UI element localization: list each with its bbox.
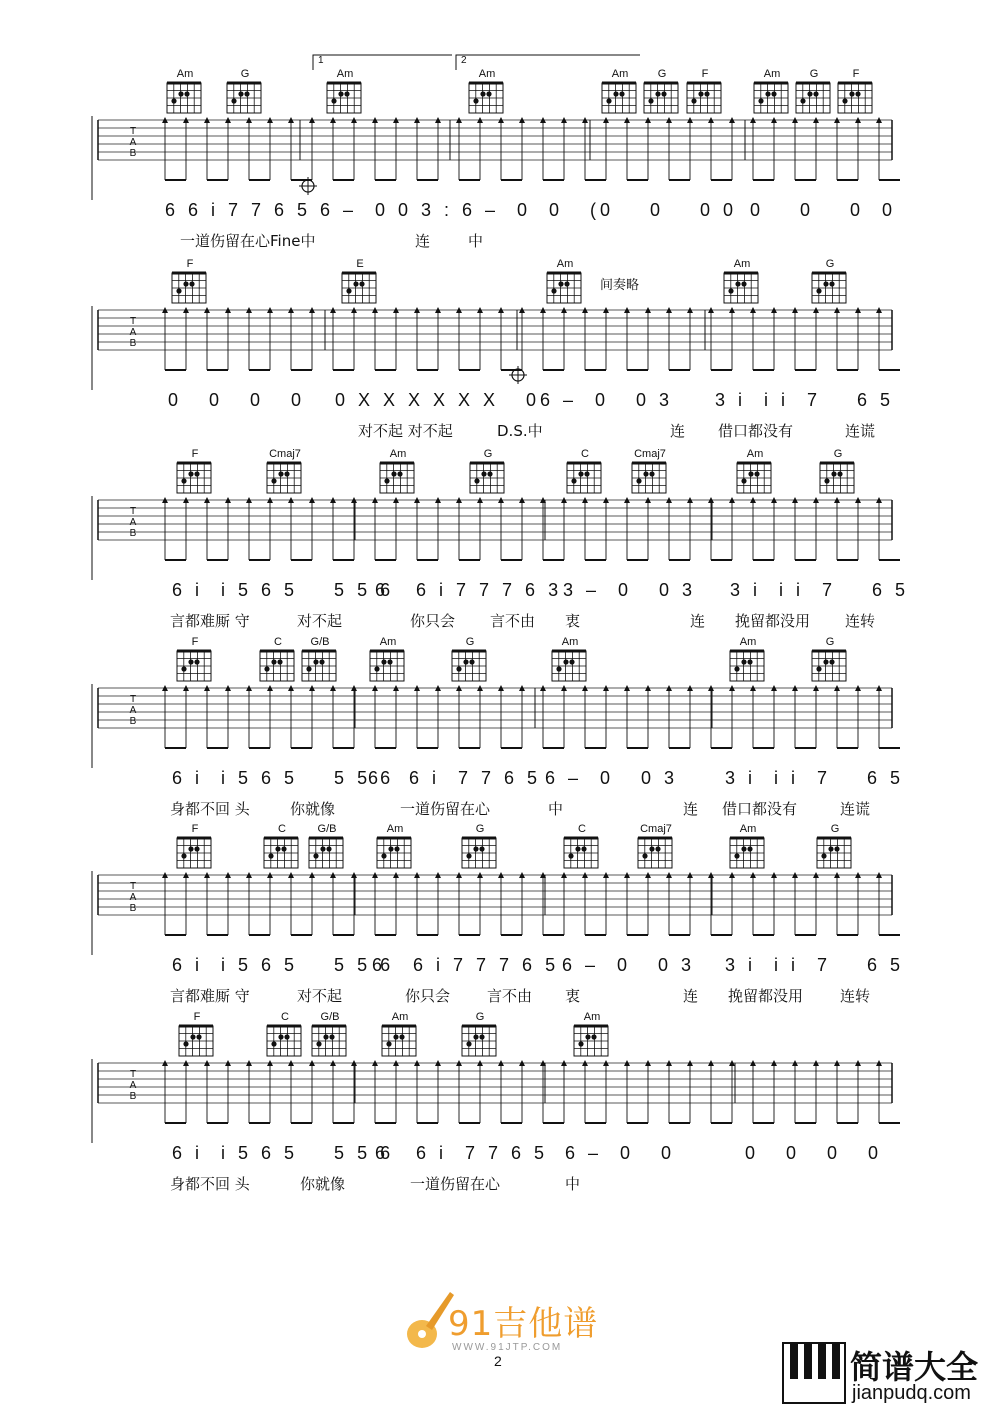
chord-name: Am [611,68,629,80]
chord-name: F [191,448,199,460]
lyric-text: 一道伤留在心 [400,800,491,818]
chord-name: Am [739,823,757,835]
lyric-text: 连转 [845,612,876,630]
score-system [0,1003,1000,1193]
tab-clef-letter: B [129,338,137,349]
lyric-text: 一道伤留在心Fine中 [180,232,316,250]
measure-notes: 6 6 i 7 7 6 5 [165,200,312,220]
chord-name: G/B [310,636,330,648]
chord-name: Am [391,1011,409,1023]
site-logo [400,1286,620,1356]
lyric-text: 挽留都没用 [728,987,804,1005]
chord-name: G [240,68,250,80]
chord-name: C [278,823,286,835]
measure-notes: 3 i i i 7 6 5 [730,580,910,600]
lyric-text: 连 [690,612,706,630]
measure-notes: 6 i i 5 6 5 5 5 6 [172,1143,395,1163]
lyric-text: 言都难厮 守 [170,987,250,1005]
chord-name: Am [556,258,574,270]
measure-notes: 3 i i i 7 6 5 [725,955,905,975]
lyric-text: 身都不回 头 [170,800,250,818]
chord-name: Am [763,68,781,80]
chord-name: G [475,1011,485,1023]
tab-clef-letter: T [129,506,137,517]
chord-name: G [483,448,493,460]
tab-clef-letter: T [129,1069,137,1080]
chord-name: F [193,1011,201,1023]
measure-notes: 6 – 0 0 3 [545,768,679,788]
numbered-notation-row [0,1143,1000,1169]
lyric-text: 连谎 [840,800,871,818]
score-system [0,250,1000,440]
lyric-text: 借口都没有 [722,800,798,818]
measure-notes: 0 0 0 0 [750,200,897,220]
tab-clef-letter: T [129,126,137,137]
volta-2-label: 2 [461,55,467,66]
chord-name: G [825,258,835,270]
chord-name: Am [176,68,194,80]
lyric-text: 连 [415,232,431,250]
numbered-notation-row [0,768,1000,794]
chord-name: C [578,823,586,835]
lyric-text: 你只会 [405,987,451,1005]
tab-staff [0,440,1000,580]
tab-clef-letter: B [129,148,137,159]
chord-name: G [830,823,840,835]
lyric-text: 连转 [840,987,871,1005]
chord-name: G/B [317,823,337,835]
lyric-text: 衷 [565,612,581,630]
chord-name: Am [739,636,757,648]
tab-staff [0,628,1000,768]
tab-staff [0,250,1000,390]
measure-notes: 6 6 i 7 7 7 6 5 [372,955,560,975]
lyric-text: 言都难厮 守 [170,612,250,630]
brand-cn: 简谱大全 [850,1348,979,1386]
lyric-text: 对不起 [297,987,343,1005]
tab-clef-letter: A [129,517,137,528]
chord-name: G [465,636,475,648]
measure-notes: 6 i i 5 6 5 5 5 6 [172,955,395,975]
chord-name: Am [733,258,751,270]
chord-name: G [833,448,843,460]
lyric-text: 言不由 [487,987,533,1005]
chord-name: F [191,823,199,835]
chord-name: Am [389,448,407,460]
interlude-label: 间奏略 [600,278,640,293]
score-system [0,440,1000,630]
measure-notes: 0 0 0 0 [745,1143,883,1163]
lyric-text: 言不由 [490,612,536,630]
lyric-text: 你就像 [300,1175,346,1193]
chord-name: F [852,68,860,80]
tab-clef-letter: B [129,528,137,539]
tab-clef-letter: A [129,327,137,338]
chord-name: Cmaj7 [640,823,672,835]
brand-url: jianpudq.com [852,1382,971,1404]
piano-keys-icon [782,1342,847,1404]
chord-name: F [186,258,194,270]
tab-clef-letter: B [129,716,137,727]
tab-clef-letter: A [129,1080,137,1091]
measure-notes: (0 0 0 0 [590,200,738,220]
chord-name: G [475,823,485,835]
lyric-text: 你就像 [290,800,336,818]
lyric-text: 一道伤留在心 [410,1175,501,1193]
chord-name: Am [386,823,404,835]
tab-clef-letter: T [129,694,137,705]
chord-name: Am [478,68,496,80]
score-system [0,815,1000,1005]
numbered-notation-row [0,200,1000,226]
chord-name: G [809,68,819,80]
lyrics-row [0,420,1000,442]
chord-name: C [281,1011,289,1023]
lyric-text: 对不起 [297,612,343,630]
volta-1-label: 1 [318,55,324,66]
chord-name: G [825,636,835,648]
chord-name: F [701,68,709,80]
numbered-notation-row [0,955,1000,981]
measure-notes: 6 – 0 0 3 [562,955,696,975]
tab-clef-letter: A [129,892,137,903]
measure-notes: 6 – 0 0 [565,1143,676,1163]
lyric-text: 连 [670,422,686,440]
brand-watermark [782,1342,997,1407]
chord-name: G [657,68,667,80]
measure-notes: 0 0 0 0 [168,390,306,410]
measure-notes: 6 – 0 0 3 [540,390,674,410]
tab-staff [0,815,1000,955]
measure-notes: 6 6 i 7 7 7 6 3 [375,580,563,600]
tab-clef-letter: A [129,137,137,148]
lyric-text: 借口都没有 [718,422,794,440]
measure-notes: 6 i i 5 6 5 5 5 6 [172,580,395,600]
score-system [0,628,1000,818]
measure-notes: 0 X X X X X X 0 [335,390,541,410]
tab-clef-letter: T [129,316,137,327]
measure-notes: 3 i i i 7 6 5 [715,390,895,410]
chord-name: Am [336,68,354,80]
measure-notes: 6 6 i 7 7 6 5 [375,1143,549,1163]
numbered-notation-row [0,580,1000,606]
measure-notes: 3 i i i 7 6 5 [725,768,905,788]
measure-notes: 6 i i 5 6 5 5 5 6 [172,768,395,788]
chord-name: Am [379,636,397,648]
lyrics-row [0,230,1000,252]
coda-icon [508,365,528,385]
lyric-text: 对不起 对不起 [358,422,453,440]
chord-name: C [274,636,282,648]
lyric-text: 连 [683,800,699,818]
measure-notes: 3 – 0 0 3 [563,580,697,600]
lyric-text: 连谎 [845,422,876,440]
logo-text: 91吉他谱 [448,1304,599,1344]
lyrics-row [0,1173,1000,1195]
measure-notes: 6 – 0 0 3 : [320,200,454,220]
chord-name: G/B [320,1011,340,1023]
measure-notes: 6 6 i 7 7 6 5 [368,768,542,788]
coda-icon [298,176,318,196]
lyric-text: 中 [565,1175,581,1193]
tab-staff [0,1003,1000,1143]
lyric-text: 中 [548,800,564,818]
tab-staff [0,60,1000,200]
chord-name: C [581,448,589,460]
tab-clef-letter: T [129,881,137,892]
chord-name: Am [561,636,579,648]
tab-clef-letter: B [129,1091,137,1102]
chord-name: F [191,636,199,648]
numbered-notation-row [0,390,1000,416]
page-number: 2 [494,1353,502,1369]
tab-clef-letter: A [129,705,137,716]
chord-name: Cmaj7 [634,448,666,460]
lyric-text: D.S.中 [497,422,543,440]
lyric-text: 你只会 [410,612,456,630]
tab-clef-letter: B [129,903,137,914]
score-system [0,60,1000,250]
chord-name: Am [583,1011,601,1023]
lyric-text: 连 [683,987,699,1005]
chord-name: Am [746,448,764,460]
chord-name: E [356,258,364,270]
measure-notes: 6 – 0 0 [462,200,564,220]
lyric-text: 挽留都没用 [735,612,811,630]
chord-name: Cmaj7 [269,448,301,460]
lyric-text: 衷 [565,987,581,1005]
lyric-text: 中 [468,232,484,250]
lyric-text: 身都不回 头 [170,1175,250,1193]
logo-url: WWW.91JTP.COM [452,1342,563,1353]
